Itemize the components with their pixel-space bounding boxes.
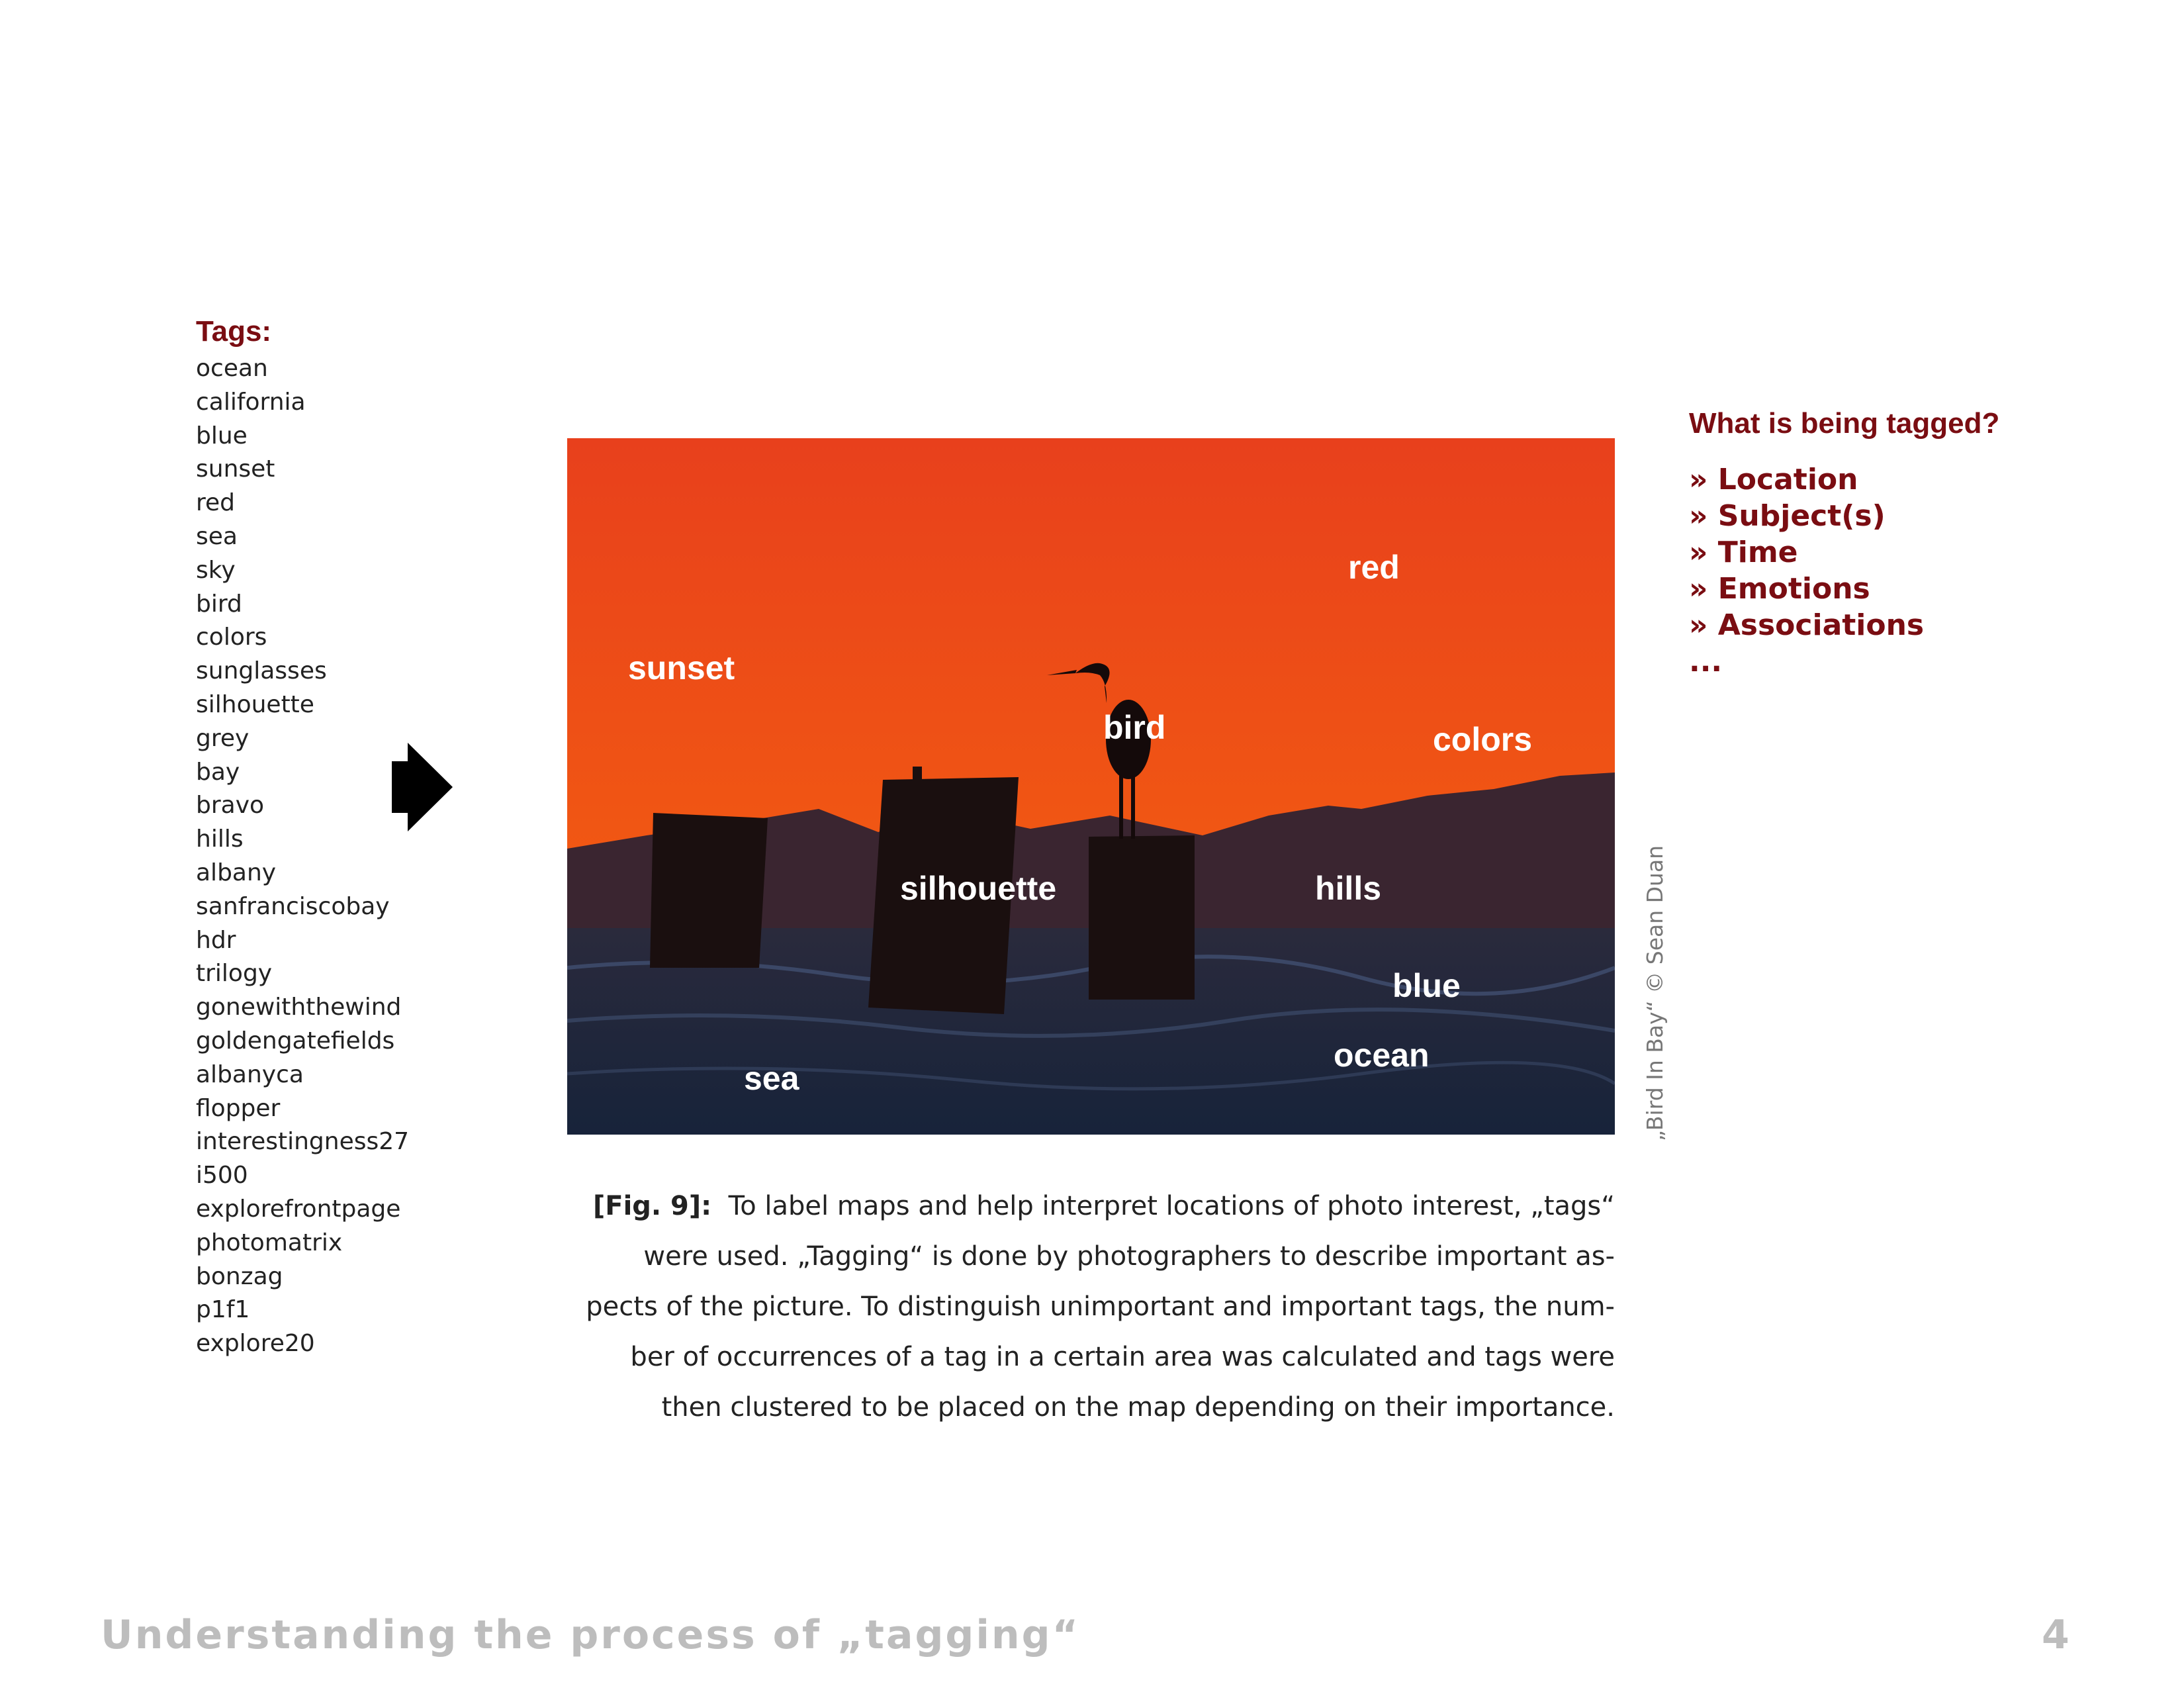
tag-item: explorefrontpage bbox=[196, 1195, 401, 1223]
tag-item: hdr bbox=[196, 926, 236, 954]
tag-item: colors bbox=[196, 624, 267, 651]
tagging-question: What is being tagged? bbox=[1689, 407, 2000, 440]
tag-item: gonewiththewind bbox=[196, 994, 402, 1021]
bird-in-bay-photo bbox=[567, 438, 1615, 1135]
label-colors: colors bbox=[1433, 721, 1533, 758]
aspect-item: » Subject(s) bbox=[1689, 499, 1886, 533]
aspect-item: ... bbox=[1689, 645, 1723, 679]
right-post bbox=[1089, 835, 1195, 1000]
figure-reference: [Fig. 9]: bbox=[592, 1191, 712, 1221]
tag-item: sanfranciscobay bbox=[196, 892, 390, 920]
aspect-item: » Associations bbox=[1689, 608, 1925, 642]
tag-item: photomatrix bbox=[196, 1229, 343, 1256]
tag-list bbox=[196, 352, 409, 1361]
right-arrow-icon bbox=[392, 743, 453, 831]
tag-item: i500 bbox=[196, 1162, 248, 1190]
tag-item: bay bbox=[196, 758, 240, 786]
tag-item: sunset bbox=[196, 455, 275, 483]
aspect-item: » Time bbox=[1689, 536, 1798, 569]
aspect-item: » Emotions bbox=[1689, 572, 1870, 606]
tag-item: blue bbox=[196, 422, 248, 449]
tag-item: albanyca bbox=[196, 1060, 304, 1088]
tag-item: sea bbox=[196, 522, 238, 550]
tag-item: hills bbox=[196, 825, 244, 853]
tag-item: goldengatefields bbox=[196, 1027, 395, 1055]
tag-item: flopper bbox=[196, 1094, 281, 1122]
tag-item: sky bbox=[196, 556, 236, 584]
label-red: red bbox=[1348, 549, 1400, 586]
label-bird: bird bbox=[1103, 709, 1166, 746]
photo-credit: „Bird In Bay“ © Sean Duan bbox=[1642, 845, 1668, 1141]
page-number: 4 bbox=[2042, 1612, 2070, 1658]
label-blue: blue bbox=[1392, 967, 1461, 1004]
tag-item: sunglasses bbox=[196, 657, 327, 685]
tag-item: bravo bbox=[196, 792, 265, 820]
tag-item: interestingness27 bbox=[196, 1128, 410, 1156]
tag-item: red bbox=[196, 489, 236, 517]
tag-item: silhouette bbox=[196, 690, 314, 718]
aspect-item: » Location bbox=[1689, 463, 1858, 496]
tag-item: trilogy bbox=[196, 960, 273, 988]
tag-item: p1f1 bbox=[196, 1296, 250, 1324]
tag-item: explore20 bbox=[196, 1330, 315, 1358]
label-sea: sea bbox=[744, 1060, 799, 1097]
figure-caption bbox=[576, 1181, 1615, 1432]
tags-heading: Tags: bbox=[196, 315, 272, 348]
label-silhouette: silhouette bbox=[900, 870, 1057, 907]
label-ocean: ocean bbox=[1334, 1037, 1430, 1074]
tag-item: grey bbox=[196, 724, 250, 752]
tag-item: bonzag bbox=[196, 1262, 283, 1290]
page-title: Understanding the process of „tagging“ bbox=[101, 1612, 1081, 1658]
label-sunset: sunset bbox=[628, 649, 735, 686]
tagged-aspects-list bbox=[1689, 461, 1924, 680]
tag-item: ocean bbox=[196, 355, 268, 382]
tag-item: bird bbox=[196, 590, 242, 618]
tag-item: california bbox=[196, 388, 306, 416]
label-hills: hills bbox=[1315, 870, 1382, 907]
tag-item: albany bbox=[196, 859, 277, 886]
photo-scene bbox=[567, 438, 1615, 1135]
left-post bbox=[650, 813, 768, 968]
caption-text: To label maps and help interpret locations of photo interest, „tags“ were used. „Tagging“ is done by photographers to describe important as-pects of the picture. To distinguish unimportant and important tags, the num-ber of occurrences of a tag in a certain area was calculated and tags were then clustered to be placed on the map depending on their importance. bbox=[586, 1191, 1615, 1423]
